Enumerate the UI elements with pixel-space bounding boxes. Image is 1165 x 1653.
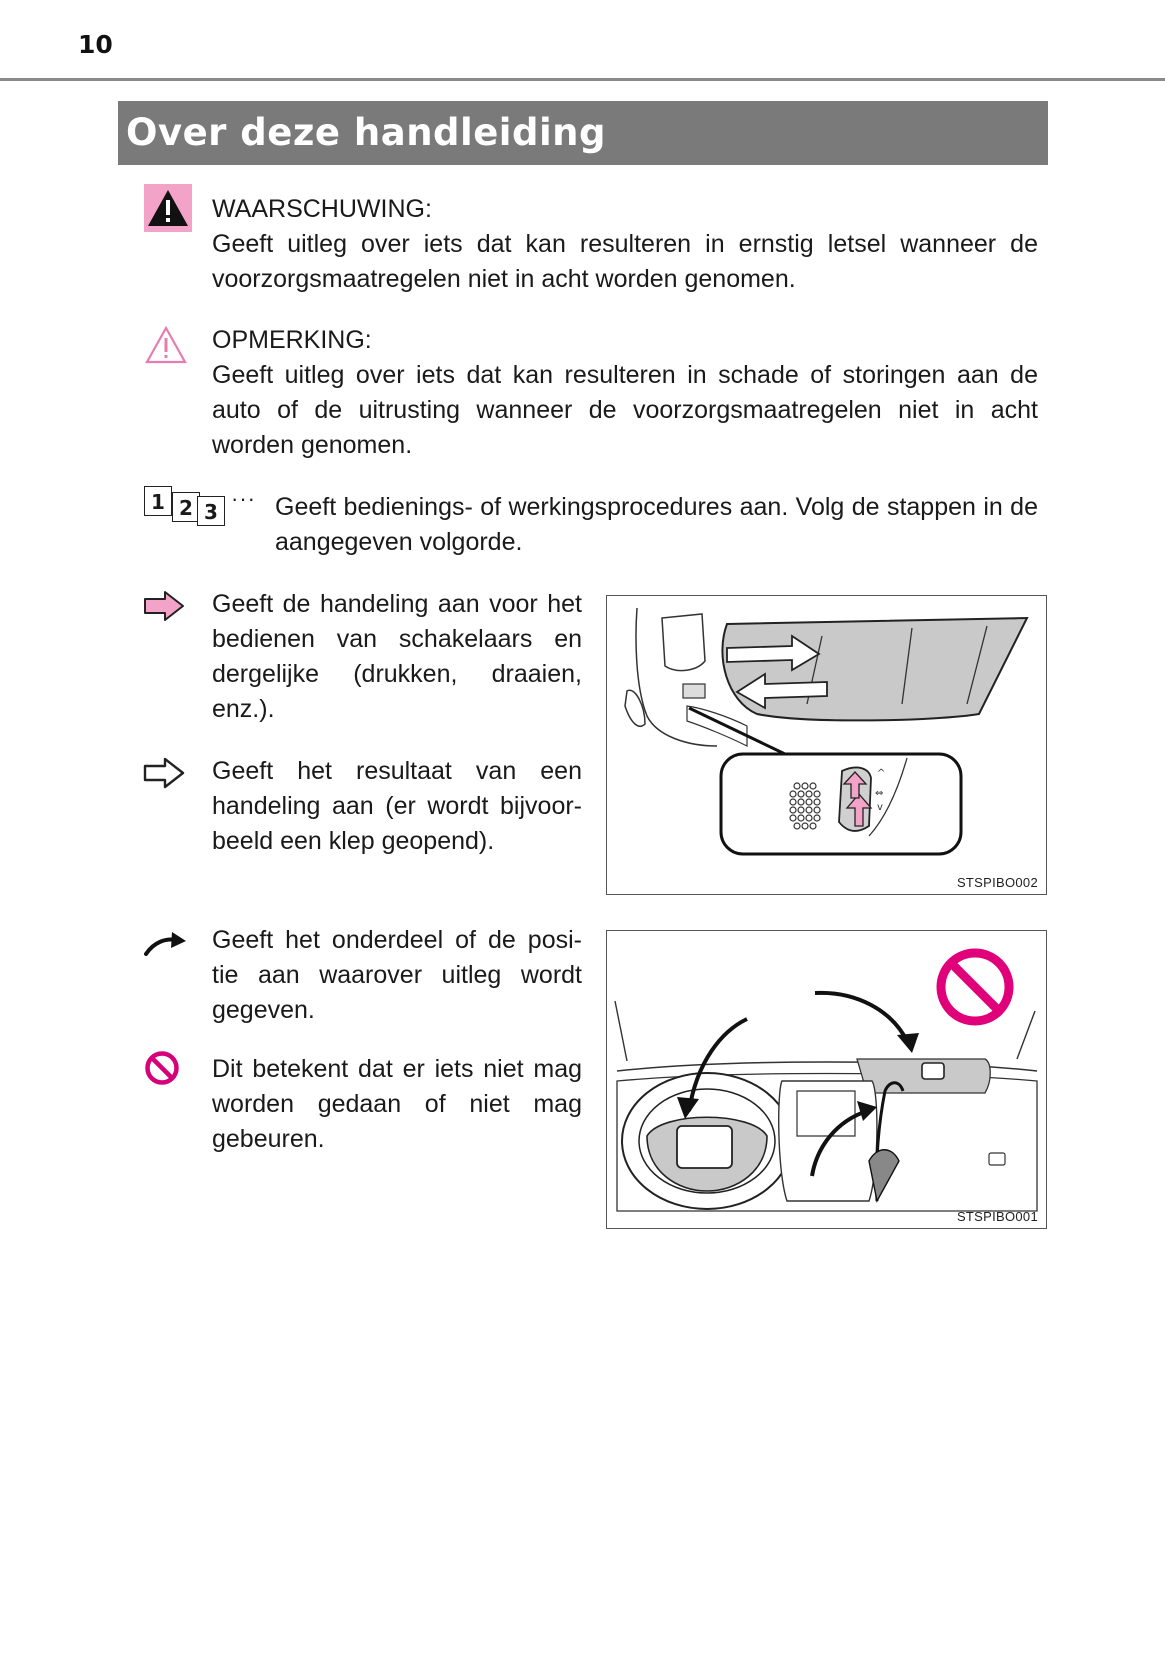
warning-outline-triangle-icon [144,325,188,365]
svg-text:^: ^ [877,768,886,779]
notice-text: Geeft uitleg over iets dat kan resulteren in schade of storingen aan de auto of de uitrusting wanneer de voorzorgsmaatregelen niet in acht worden genomen. [212,361,1038,459]
step-number-1: 1 [144,486,172,516]
outline-arrow-icon [143,757,185,789]
step-number-2: 2 [172,492,200,522]
section-title: Over deze handleiding [118,101,1048,165]
dashboard-illustration [607,931,1045,1227]
svg-text:v: v [877,802,883,813]
window-switch-illustration [607,596,1045,893]
header-divider [0,78,1165,81]
step-number-3: 3 [197,496,225,526]
figure-dashboard-prohibited [606,930,1047,1229]
component-text: Geeft het onderdeel of de posi-tie aan waarover uitleg wordt gegeven. [212,926,582,1024]
warning-text: Geeft uitleg over iets dat kan resulteren in ernstig letsel wanneer de voorzorgsmaatregelen niet in acht worden genomen. [212,230,1038,293]
warning-filled-triangle-icon [144,184,192,232]
notice-label: OPMERKING: [212,326,372,354]
prohibited-text: Dit betekent dat er iets niet mag worden gedaan of niet mag gebeuren. [212,1055,582,1153]
operation-text: Geeft de handeling aan voor het bedienen van schakelaars en dergelijke (drukken, draaien, enz.). [212,590,582,723]
page-number: 10 [78,30,113,59]
pink-arrow-icon [143,590,185,622]
warning-label: WAARSCHUWING: [212,195,432,223]
curved-pointer-arrow-icon [144,928,188,958]
steps-text: Geeft bedienings- of werkingsprocedures aan. Volg de stappen in de aangegeven volgorde. [275,493,1038,556]
prohibition-icon [144,1050,180,1086]
steps-ellipsis: ··· [231,486,256,511]
numbered-steps-icon [144,486,256,526]
figure-id-label: STSPIBO002 [956,875,1038,890]
figure-id-label: STSPIBO001 [956,1209,1038,1224]
result-text: Geeft het resultaat van een handeling aan (er wordt bijvoor-beeld een klep geopend). [212,757,582,855]
svg-text:⇔: ⇔ [875,788,884,799]
figure-window-switch [606,595,1047,895]
